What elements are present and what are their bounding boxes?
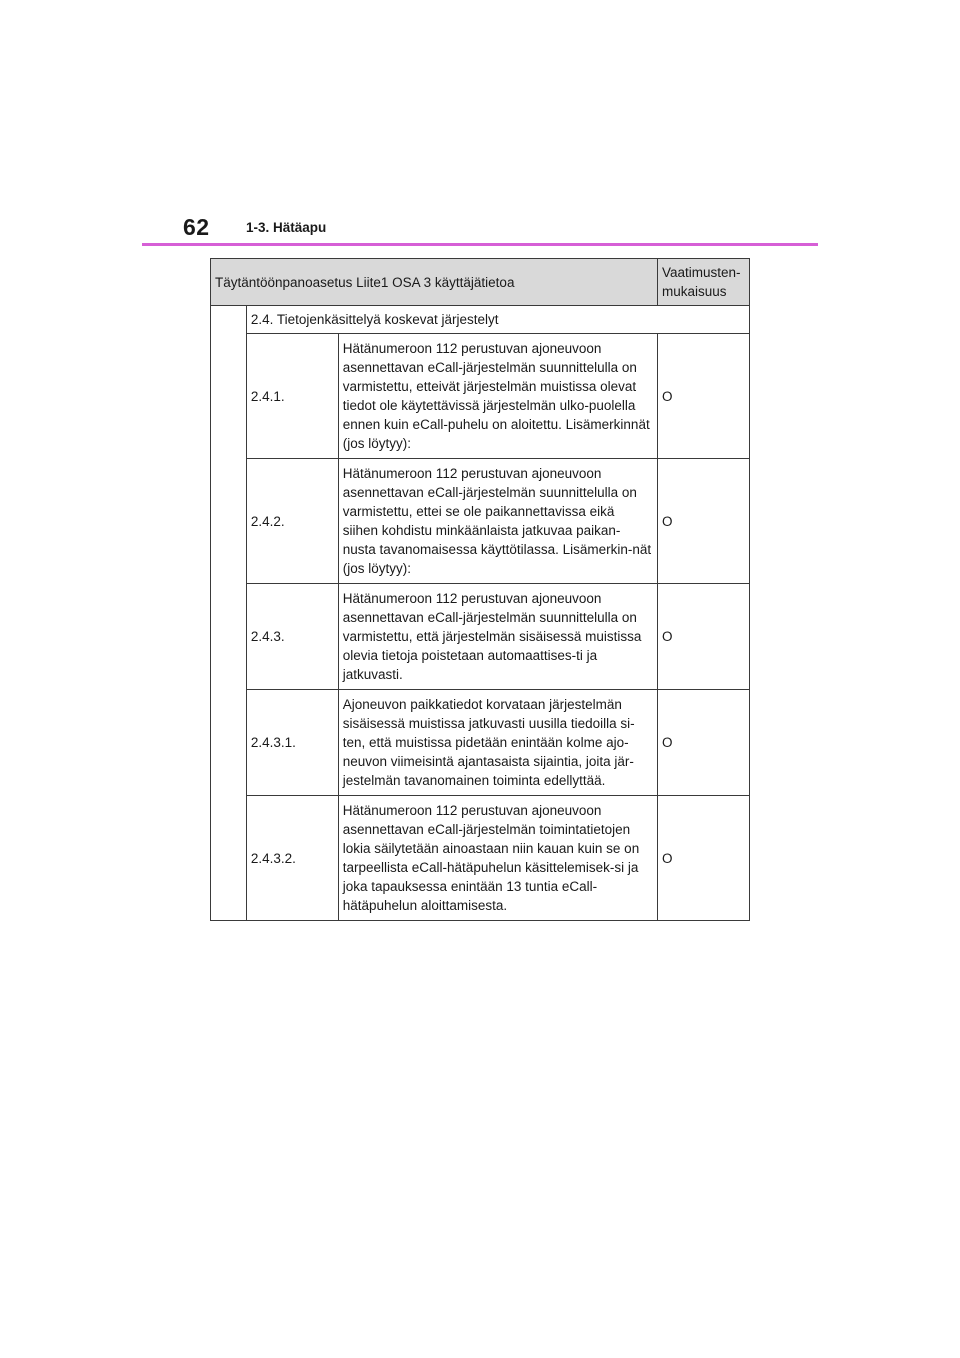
row-text: Hätänumeroon 112 perustuvan ajoneuvoon asennettavan eCall-järjestelmän suunnittelulla on varmistettu, ettei se ole paikannettavissa eikä siihen kohdistu minkäänlaista jatkuvaa paikan-nusta tavanomaisessa käyttötilassa. Lisämerkin-nät (jos löytyy): [338, 459, 657, 584]
requirements-table [210, 258, 750, 921]
row-number: 2.4.3. [246, 584, 338, 690]
row-text: Hätänumeroon 112 perustuvan ajoneuvoon asennettavan eCall-järjestelmän suunnittelulla on varmistettu, että järjestelmän sisäisessä muistissa olevia tietoja poistetaan automaattises-ti ja jatkuvasti. [338, 584, 657, 690]
row-text: Ajoneuvon paikkatiedot korvataan järjestelmän sisäisessä muistissa jatkuvasti uusilla tiedoilla si-ten, että muistissa pidetään enintään kolme ajo-neuvon viimeisintä ajantasaista sijaintia, joita jär-jestelmän tavanomainen toiminta edellyttää. [338, 690, 657, 796]
row-text: Hätänumeroon 112 perustuvan ajoneuvoon asennettavan eCall-järjestelmän suunnittelulla on varmistettu, etteivät järjestelmän muistissa olevat tiedot ole käytettävissä järjestelmän ulko-puolella ennen kuin eCall-puhelu on aloitettu. Lisämerkinnät (jos löytyy): [338, 334, 657, 459]
header-regulation: Täytäntöönpanoasetus Liite1 OSA 3 käyttäjätietoa [211, 259, 658, 306]
group-label: 2.4. Tietojenkäsittelyä koskevat järjestelyt [246, 306, 749, 334]
row-number: 2.4.3.2. [246, 796, 338, 921]
row-conformity-mark: O [657, 459, 749, 584]
header-conformity [657, 259, 749, 306]
row-conformity-mark: O [657, 584, 749, 690]
section-title: 1-3. Hätäapu [246, 220, 327, 235]
table-row [211, 584, 750, 690]
table-header-row [211, 259, 750, 306]
page-number: 62 [183, 214, 210, 240]
row-conformity-mark: O [657, 796, 749, 921]
table-row [211, 796, 750, 921]
table-row [211, 334, 750, 459]
header-divider [142, 243, 818, 246]
row-number: 2.4.3.1. [246, 690, 338, 796]
table-row [211, 690, 750, 796]
group-row [211, 306, 750, 334]
row-number: 2.4.2. [246, 459, 338, 584]
table-row [211, 459, 750, 584]
header-conformity-text: Vaatimusten- mukaisuus [661, 265, 741, 299]
row-text: Hätänumeroon 112 perustuvan ajoneuvoon asennettavan eCall-järjestelmän toimintatietojen lokia säilytetään ainoastaan niin kauan kuin se on tarpeellista eCall-hätäpuhelun käsittelemisek-si ja joka tapauksessa enintään 13 tuntia eCall-hätäpuhelun aloittamisesta. [338, 796, 657, 921]
indent-cell [211, 306, 247, 921]
row-conformity-mark: O [657, 334, 749, 459]
row-number: 2.4.1. [246, 334, 338, 459]
row-conformity-mark: O [657, 690, 749, 796]
